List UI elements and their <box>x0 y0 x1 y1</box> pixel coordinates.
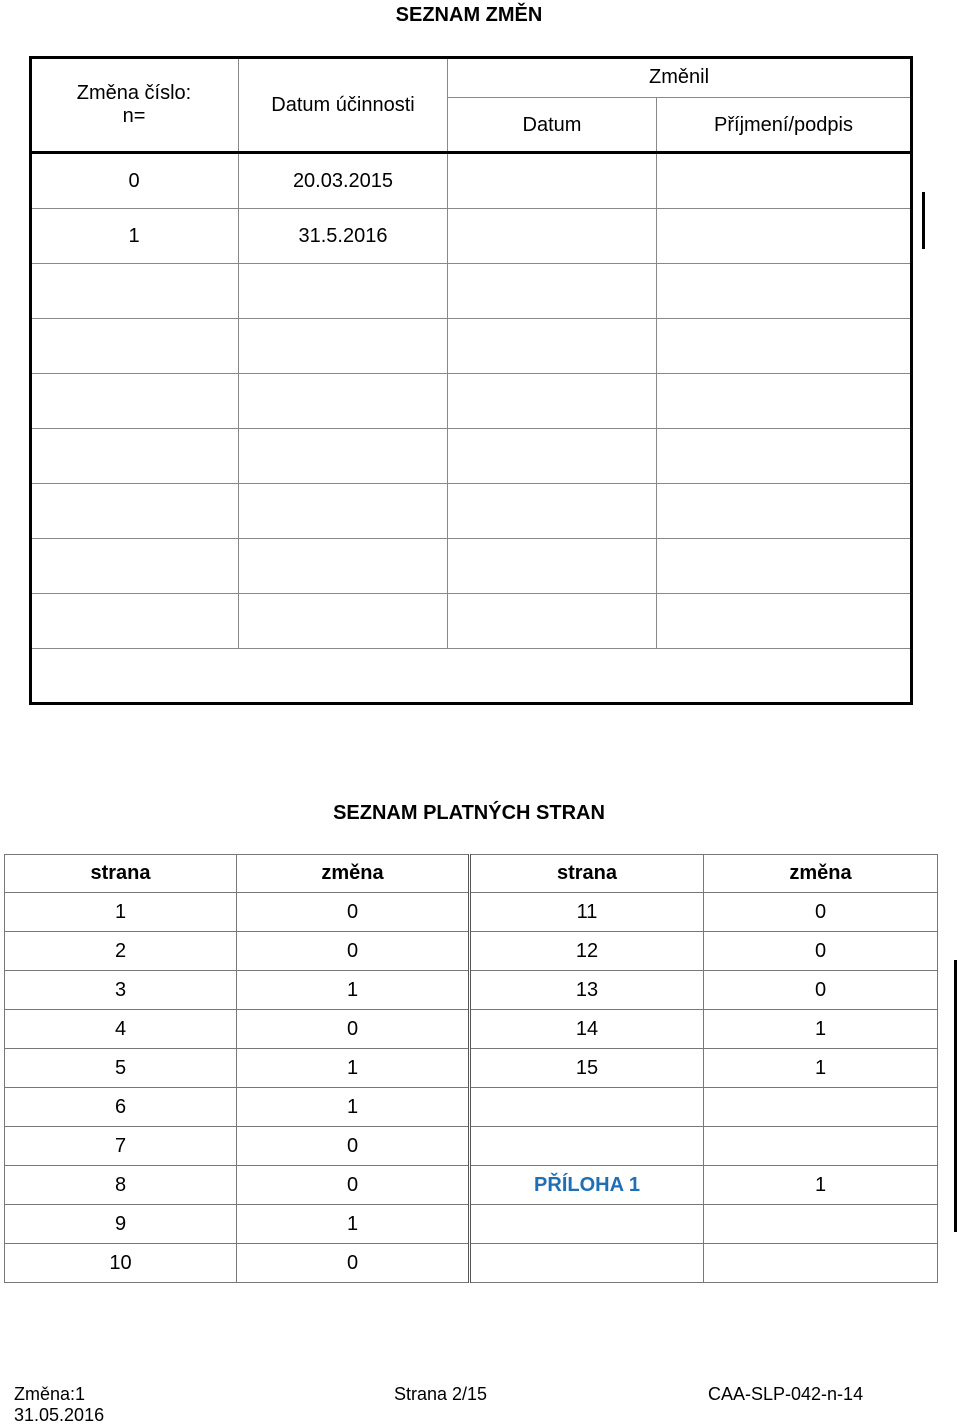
effective-date-cell <box>239 319 448 374</box>
change-list-table <box>29 56 911 649</box>
change-row <box>30 319 911 374</box>
change-cell: 1 <box>237 971 470 1010</box>
change-number-cell: 1 <box>30 209 239 264</box>
page-cell: 1 <box>5 893 237 932</box>
valid-page-row <box>5 1127 938 1166</box>
col-header-page: strana <box>5 855 237 893</box>
date-cell <box>448 429 657 484</box>
page-cell <box>470 1205 704 1244</box>
effective-date-cell <box>239 539 448 594</box>
header-date: Datum <box>448 98 657 154</box>
effective-date-cell <box>239 594 448 649</box>
page-cell: 9 <box>5 1205 237 1244</box>
change-cell: 0 <box>704 893 938 932</box>
date-cell <box>448 484 657 539</box>
change-cell: 0 <box>237 1244 470 1283</box>
header-change-number <box>30 57 239 154</box>
date-cell <box>448 319 657 374</box>
page-cell: 2 <box>5 932 237 971</box>
valid-pages-title: SEZNAM PLATNÝCH STRAN <box>333 802 605 824</box>
change-cell <box>704 1127 938 1166</box>
valid-page-row <box>5 1166 938 1205</box>
change-cell: 0 <box>237 893 470 932</box>
effective-date-cell <box>239 484 448 539</box>
change-row <box>30 374 911 429</box>
page-cell: 8 <box>5 1166 237 1205</box>
change-cell: 0 <box>237 1127 470 1166</box>
page-cell <box>470 1088 704 1127</box>
valid-page-row <box>5 932 938 971</box>
signature-cell <box>657 209 911 264</box>
change-list-title: SEZNAM ZMĚN <box>395 4 543 26</box>
signature-cell <box>657 319 911 374</box>
page-cell: 5 <box>5 1049 237 1088</box>
change-cell: 1 <box>704 1166 938 1205</box>
header-separator <box>29 151 910 154</box>
header-change-number-n: n= <box>122 105 146 127</box>
page-cell: 11 <box>470 893 704 932</box>
change-cell <box>704 1205 938 1244</box>
signature-cell <box>657 484 911 539</box>
footer-page-number: Strana 2/15 <box>394 1384 488 1404</box>
page-cell: 4 <box>5 1010 237 1049</box>
effective-date-cell: 31.5.2016 <box>239 209 448 264</box>
effective-date-cell <box>239 429 448 484</box>
change-cell: 0 <box>237 1166 470 1205</box>
signature-cell <box>657 429 911 484</box>
date-cell <box>448 539 657 594</box>
change-number-cell <box>30 264 239 319</box>
change-row <box>30 594 911 649</box>
col-header-page: strana <box>470 855 704 893</box>
date-cell <box>448 154 657 209</box>
header-change-number-label: Změna číslo: <box>76 82 192 104</box>
signature-cell <box>657 374 911 429</box>
effective-date-cell: 20.03.2015 <box>239 154 448 209</box>
signature-cell <box>657 539 911 594</box>
change-number-cell <box>30 594 239 649</box>
change-cell: 0 <box>237 1010 470 1049</box>
header-changed-by: Změnil <box>448 57 911 98</box>
date-cell <box>448 209 657 264</box>
signature-cell <box>657 154 911 209</box>
page-cell: 6 <box>5 1088 237 1127</box>
revision-bar <box>922 192 925 249</box>
change-number-cell <box>30 319 239 374</box>
footer-document-id: CAA-SLP-042-n-14 <box>708 1384 864 1404</box>
valid-page-row <box>5 1010 938 1049</box>
change-row <box>30 429 911 484</box>
valid-pages-table <box>4 854 938 1283</box>
footer-date: 31.05.2016 <box>14 1405 105 1425</box>
change-number-cell <box>30 374 239 429</box>
page-cell: 13 <box>470 971 704 1010</box>
change-cell: 1 <box>704 1010 938 1049</box>
valid-page-row <box>5 1088 938 1127</box>
page-cell: 12 <box>470 932 704 971</box>
change-row <box>30 484 911 539</box>
signature-cell <box>657 594 911 649</box>
page-cell: 15 <box>470 1049 704 1088</box>
revision-bar <box>954 960 957 1232</box>
change-cell <box>704 1244 938 1283</box>
change-row <box>30 264 911 319</box>
date-cell <box>448 594 657 649</box>
col-header-change: změna <box>237 855 470 893</box>
signature-cell <box>657 264 911 319</box>
change-cell: 0 <box>704 932 938 971</box>
change-number-cell <box>30 429 239 484</box>
header-effective-date: Datum účinnosti <box>239 57 448 154</box>
change-number-cell <box>30 539 239 594</box>
change-cell: 0 <box>704 971 938 1010</box>
valid-page-row <box>5 1244 938 1283</box>
change-cell: 1 <box>237 1205 470 1244</box>
valid-page-row <box>5 1205 938 1244</box>
change-cell: 1 <box>704 1049 938 1088</box>
footer-change: Změna:1 <box>14 1384 86 1404</box>
date-cell <box>448 374 657 429</box>
page-cell <box>470 1244 704 1283</box>
change-cell: 0 <box>237 932 470 971</box>
page-cell: 3 <box>5 971 237 1010</box>
change-row <box>30 154 911 209</box>
header-surname-signature: Příjmení/podpis <box>657 98 911 154</box>
valid-page-row <box>5 971 938 1010</box>
change-number-cell: 0 <box>30 154 239 209</box>
page-cell: 7 <box>5 1127 237 1166</box>
page-cell: 14 <box>470 1010 704 1049</box>
page-cell <box>470 1127 704 1166</box>
change-cell: 1 <box>237 1088 470 1127</box>
valid-page-row <box>5 893 938 932</box>
effective-date-cell <box>239 374 448 429</box>
change-row <box>30 539 911 594</box>
date-cell <box>448 264 657 319</box>
change-cell: 1 <box>237 1049 470 1088</box>
change-number-cell <box>30 484 239 539</box>
effective-date-cell <box>239 264 448 319</box>
change-cell <box>704 1088 938 1127</box>
col-header-change: změna <box>704 855 938 893</box>
valid-page-row <box>5 1049 938 1088</box>
page-cell: 10 <box>5 1244 237 1283</box>
page-cell: PŘÍLOHA 1 <box>470 1166 704 1205</box>
change-row <box>30 209 911 264</box>
